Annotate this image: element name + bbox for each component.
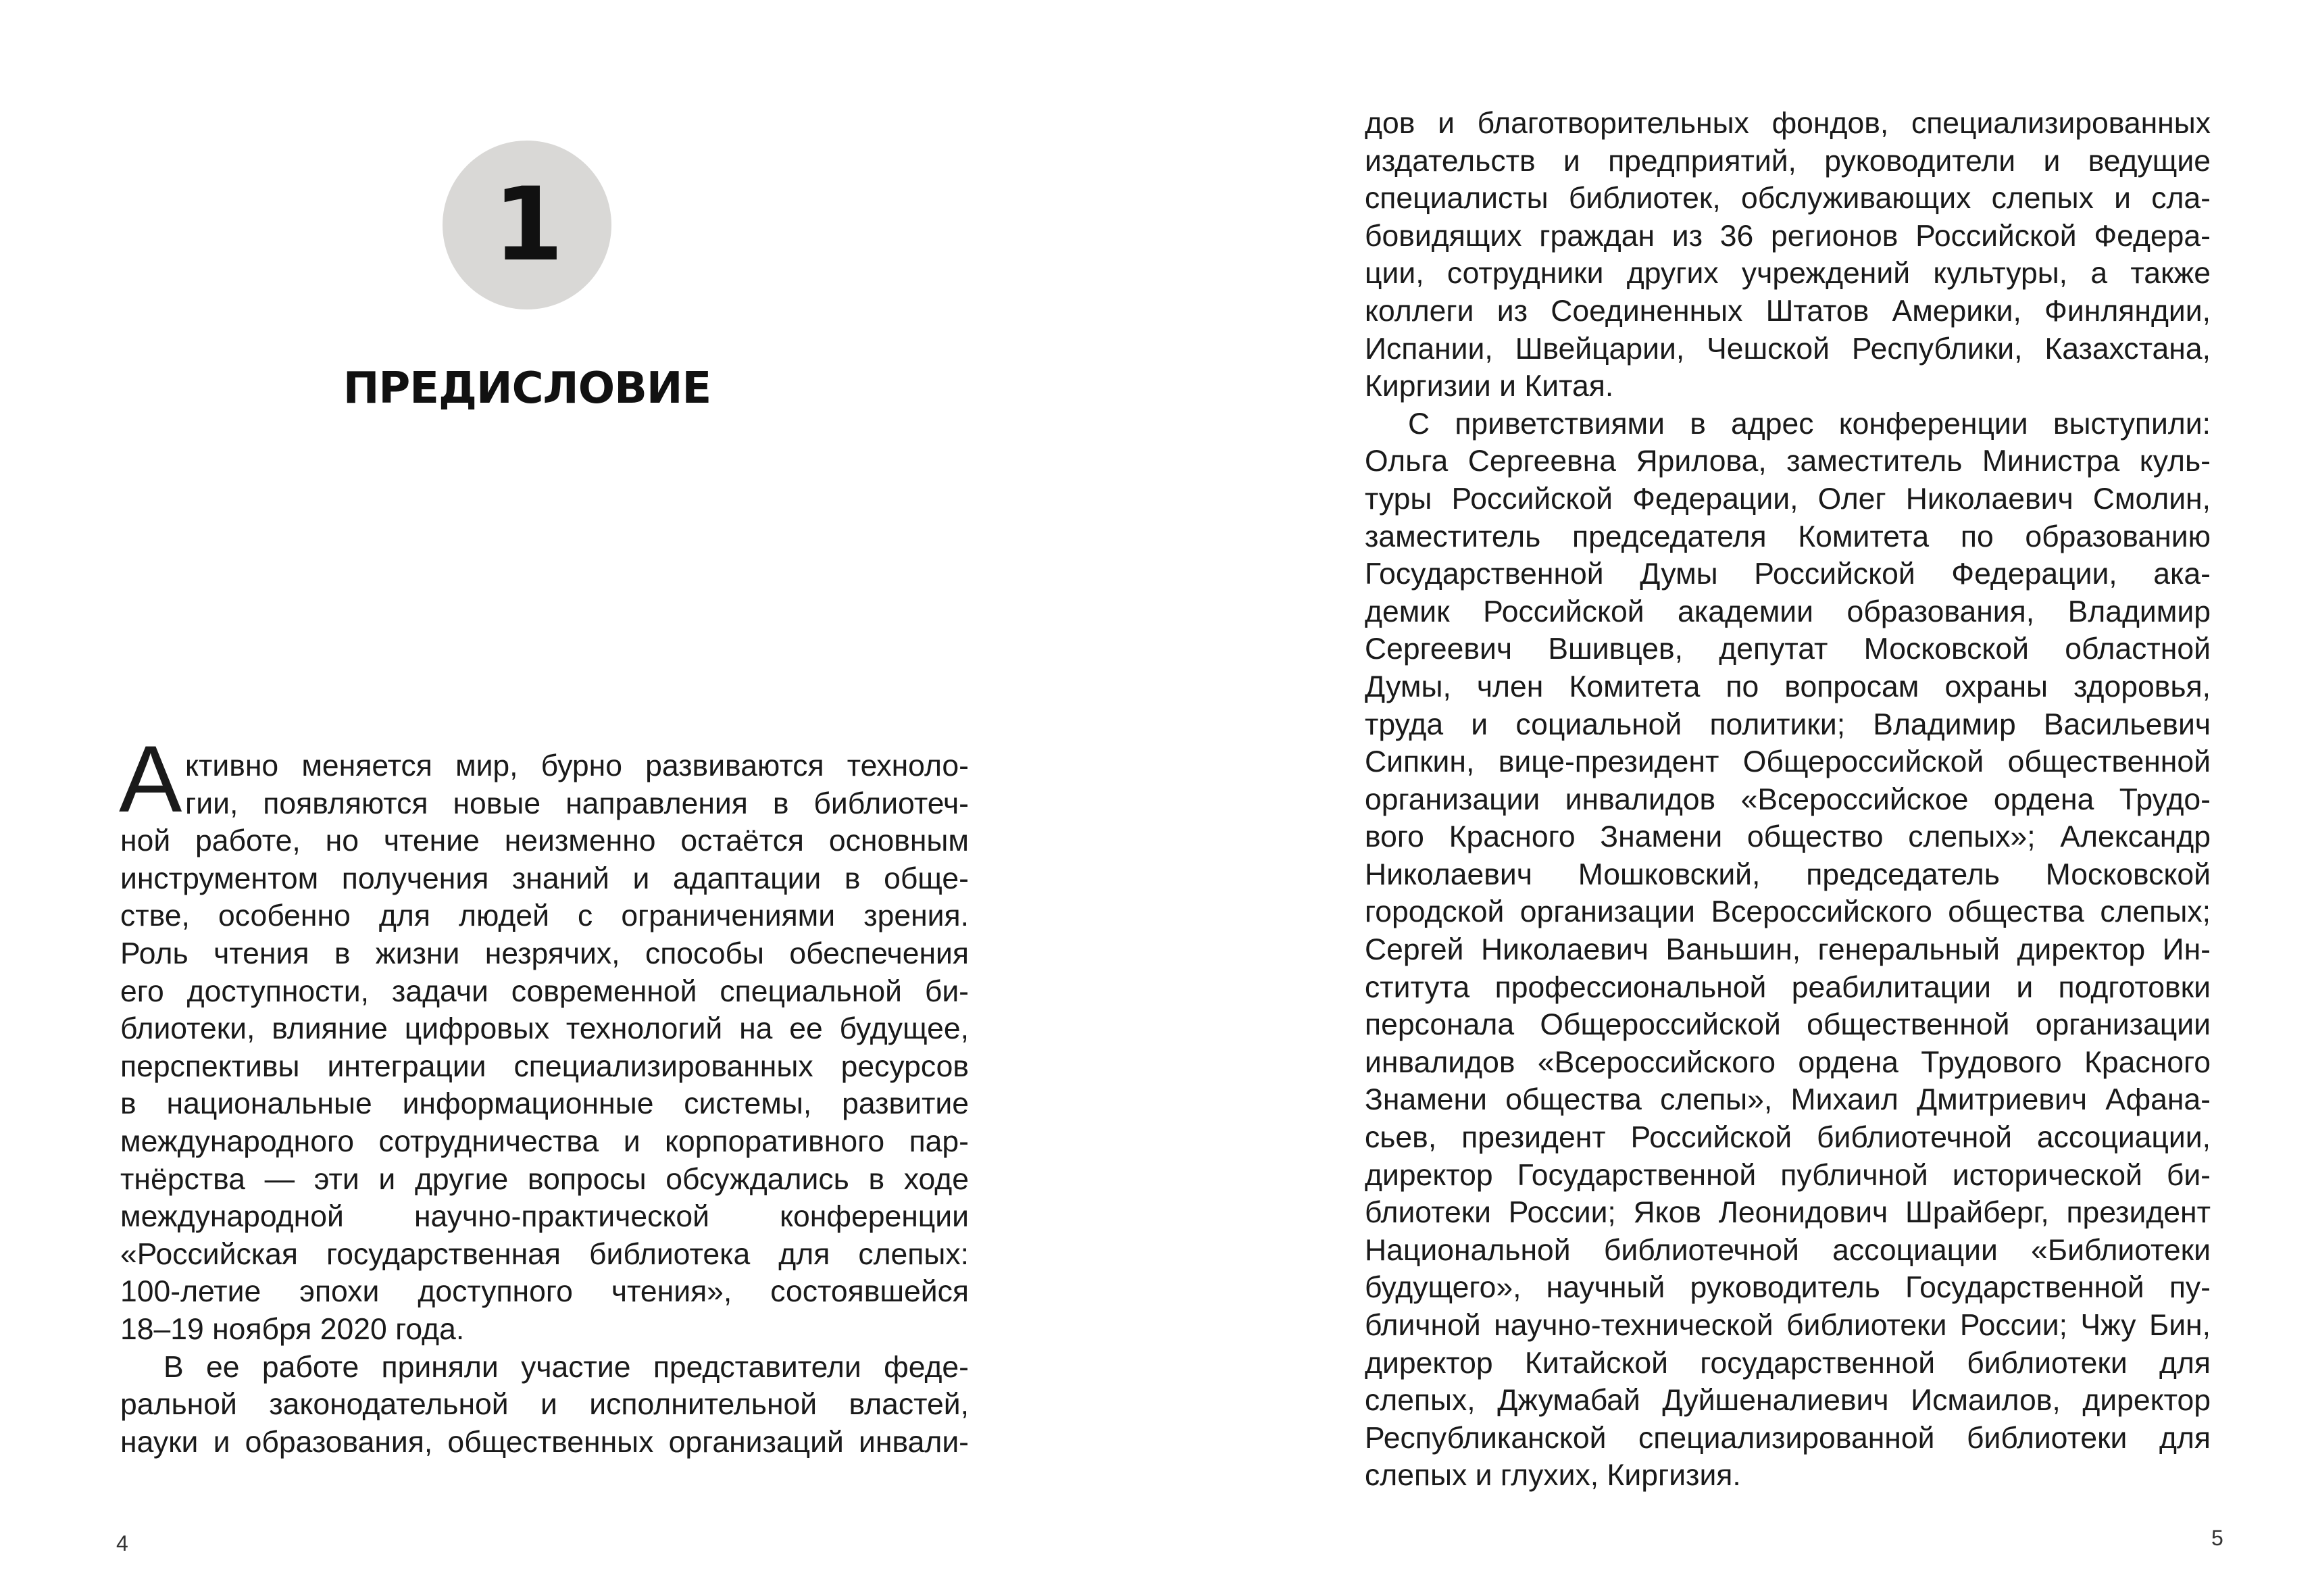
text-line: блиотеки России; Яков Леонидович Шрайберг, президент <box>1365 1196 2211 1230</box>
text-line: гии, появляются новые направления в библиотеч- <box>185 787 969 820</box>
text-line: директор Государственной публичной исторической би- <box>1365 1158 2211 1192</box>
text-line: инструментом получения знаний и адаптации в обще- <box>120 862 969 895</box>
text-line: городской организации Всероссийского общества слепых; <box>1365 895 2211 929</box>
text-line: специалисты библиотек, обслуживающих слепых и сла- <box>1365 182 2211 216</box>
text-line: «Российская государственная библиотека для слепых: <box>120 1237 969 1271</box>
text-line: В ее работе приняли участие представители феде- <box>164 1350 969 1384</box>
page-number: 4 <box>116 1531 128 1555</box>
text-line: заместитель председателя Комитета по образованию <box>1365 520 2211 553</box>
text-line: Республиканской специализированной библиотеки для <box>1365 1421 2211 1455</box>
text-line: С приветствиями в адрес конференции выступили: <box>1408 407 2211 441</box>
text-line: коллеги из Соединенных Штатов Америки, Финляндии, <box>1365 294 2211 328</box>
text-line: блиотеки, влияние цифровых технологий на ее будущее, <box>120 1012 969 1046</box>
text-line: организации инвалидов «Всероссийское ордена Трудо- <box>1365 782 2211 816</box>
text-line: в национальные информационные системы, развитие <box>120 1087 969 1121</box>
text-line: Национальной библиотечной ассоциации «Библиотеки <box>1365 1233 2211 1267</box>
text-line: слепых и глухих, Киргизия. <box>1365 1459 1741 1493</box>
chapter-number: 1 <box>493 166 561 284</box>
drop-cap: А <box>119 726 182 832</box>
text-line: ции, сотрудники других учреждений культуры, а также <box>1365 257 2211 291</box>
text-line: ральной законодательной и исполнительной властей, <box>120 1388 969 1422</box>
text-line: международного сотрудничества и корпоративного пар- <box>120 1124 969 1158</box>
text-line: Сергеевич Вшивцев, депутат Московской областной <box>1365 632 2211 666</box>
text-line: Николаевич Мошковский, председатель Московской <box>1365 857 2211 891</box>
text-line: перспективы интеграции специализированных ресурсов <box>120 1049 969 1083</box>
text-line: слепых, Джумабай Дуйшеналиевич Исмаилов, директор <box>1365 1384 2211 1418</box>
text-line: 18–19 ноября 2020 года. <box>120 1312 465 1346</box>
chapter-number-circle <box>443 141 611 309</box>
text-line: международной научно-практической конференции <box>120 1200 969 1234</box>
text-line: труда и социальной политики; Владимир Васильевич <box>1365 707 2211 741</box>
text-line: стве, особенно для людей с ограничениями зрения. <box>120 899 969 933</box>
text-line: сьев, президент Российской библиотечной ассоциации, <box>1365 1121 2211 1155</box>
text-line: его доступности, задачи современной специальной би- <box>120 974 969 1008</box>
page-number: 5 <box>2211 1526 2223 1550</box>
text-line: издательств и предприятий, руководители и ведущие <box>1365 144 2211 178</box>
chapter-title: ПРЕДИСЛОВИЕ <box>343 364 711 414</box>
text-line: дов и благотворительных фондов, специализированных <box>1365 107 2211 140</box>
text-line: персонала Общероссийской общественной организации <box>1365 1008 2211 1042</box>
text-line: Государственной Думы Российской Федерации, ака- <box>1365 557 2211 591</box>
right-body-text <box>1365 105 2211 1495</box>
text-line: бличной научно-технической библиотеки России; Чжу Бин, <box>1365 1309 2211 1342</box>
text-line: Знамени общества слепы», Михаил Дмитриевич Афана- <box>1365 1083 2211 1117</box>
text-line: туры Российской Федерации, Олег Николаевич Смолин, <box>1365 482 2211 516</box>
text-line: науки и образования, общественных организаций инвали- <box>120 1425 969 1459</box>
text-line: будущего», научный руководитель Государственной пу- <box>1365 1271 2211 1305</box>
text-line-content: ктивно меняется мир, бурно развиваются техноло- <box>185 749 969 782</box>
text-line: Киргизии и Китая. <box>1365 370 1614 403</box>
right-page <box>1157 0 2314 1596</box>
text-line: директор Китайской государственной библиотеки для <box>1365 1346 2211 1380</box>
text-line: ной работе, но чтение неизменно остаётся основным <box>120 824 969 858</box>
text-line: 100-летие эпохи доступного чтения», состоявшейся <box>120 1275 969 1309</box>
text-line: бовидящих граждан из 36 регионов Российской Федера- <box>1365 219 2211 253</box>
text-line: Думы, член Комитета по вопросам охраны здоровья, <box>1365 670 2211 703</box>
text-line: Ольга Сергеевна Ярилова, заместитель Министра куль- <box>1365 445 2211 478</box>
text-line: ститута профессиональной реабилитации и подготовки <box>1365 970 2211 1004</box>
text-line: Сипкин, вице-президент Общероссийской общественной <box>1365 745 2211 779</box>
text-line: Сергей Николаевич Ваньшин, генеральный директор Ин- <box>1365 933 2211 967</box>
text-line: тнёрства — эти и другие вопросы обсуждались в ходе <box>120 1162 969 1196</box>
text-line: Роль чтения в жизни незрячих, способы обеспечения <box>120 937 969 970</box>
text-line: инвалидов «Всероссийского ордена Трудового Красного <box>1365 1045 2211 1079</box>
text-line: демик Российской академии образования, Владимир <box>1365 595 2211 628</box>
left-body-text <box>119 726 969 1461</box>
text-line: Испании, Швейцарии, Чешской Республики, Казахстана, <box>1365 332 2211 366</box>
text-line: вого Красного Знамени общество слепых»; Александр <box>1365 820 2211 854</box>
